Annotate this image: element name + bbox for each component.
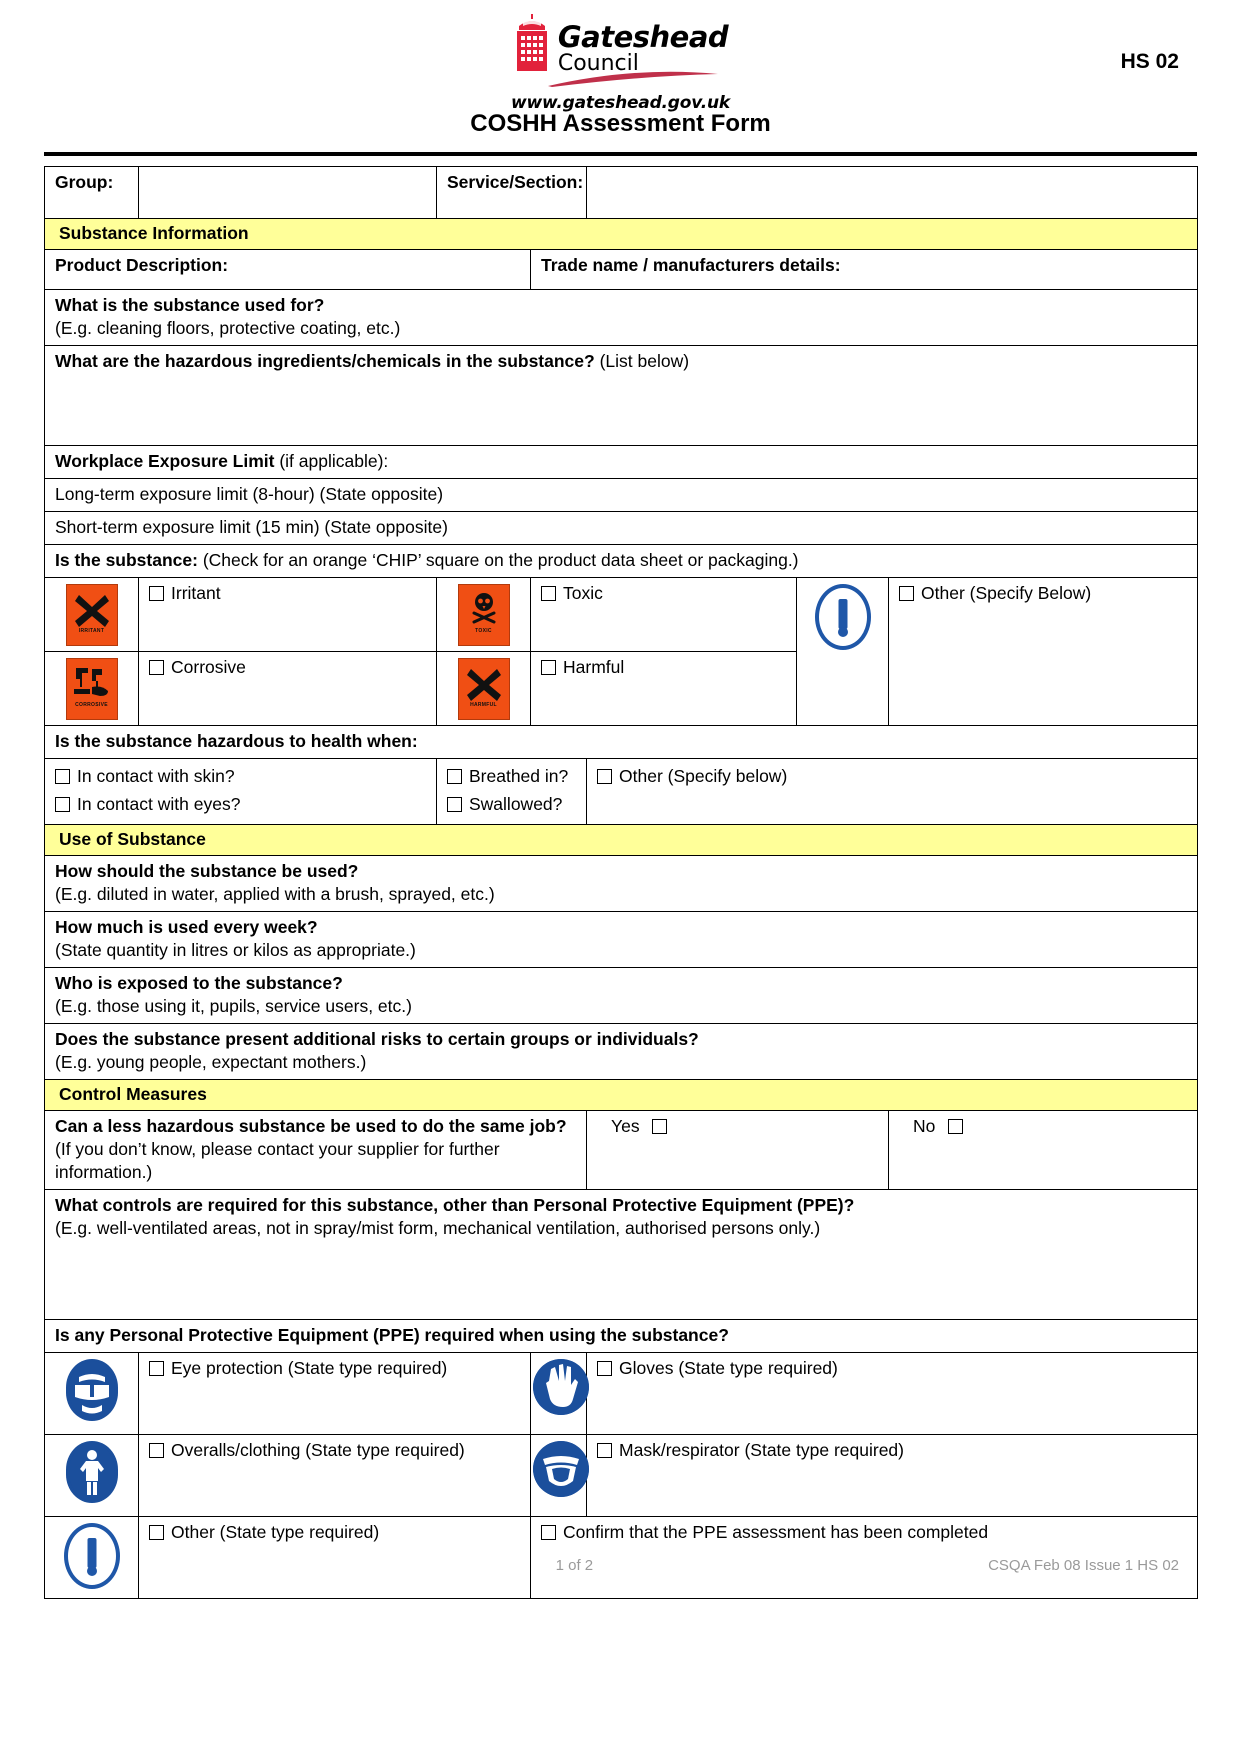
irritant-label: Irritant bbox=[171, 583, 221, 603]
harmful-label: Harmful bbox=[563, 657, 625, 677]
section-control-measures bbox=[45, 1080, 1198, 1111]
workplace-exposure-limit-label: Workplace Exposure Limit bbox=[55, 451, 275, 471]
workplace-exposure-limit-cell bbox=[45, 446, 1198, 479]
how-much-cell[interactable] bbox=[45, 912, 1198, 968]
group-service-row bbox=[45, 167, 1198, 219]
how-used-row bbox=[45, 856, 1198, 912]
document-code: HS 02 bbox=[1120, 50, 1179, 73]
chip-row-irritant-toxic-other bbox=[45, 578, 1198, 652]
who-exposed-example: (E.g. those using it, pupils, service users, etc.) bbox=[55, 996, 412, 1016]
who-exposed-row bbox=[45, 968, 1198, 1024]
footer-page-number: 1 of 2 bbox=[555, 1557, 594, 1574]
route-breathed-checkbox[interactable] bbox=[447, 769, 462, 784]
ppe-other-checkbox[interactable] bbox=[149, 1525, 164, 1540]
controls-required-question: What controls are required for this substance, other than Personal Protective Equipment (PPE)? bbox=[55, 1195, 855, 1215]
other-hazard-icon-cell bbox=[797, 578, 889, 726]
irritant-option-cell[interactable] bbox=[139, 578, 437, 652]
substance-used-for-row bbox=[45, 290, 1198, 346]
less-hazardous-cell bbox=[45, 1111, 587, 1190]
route-skin-label: In contact with skin? bbox=[77, 766, 235, 786]
toxic-chip-icon-cell bbox=[437, 578, 531, 652]
harmful-chip-icon bbox=[458, 658, 510, 720]
how-much-row bbox=[45, 912, 1198, 968]
council-building-icon bbox=[513, 14, 551, 76]
route-swallowed-label: Swallowed? bbox=[469, 794, 563, 814]
ppe-mask-cell[interactable] bbox=[587, 1435, 1198, 1517]
additional-risks-cell[interactable] bbox=[45, 1024, 1198, 1080]
long-term-exposure-label[interactable]: Long-term exposure limit (8-hour) (State opposite) bbox=[45, 479, 1198, 512]
irritant-chip-caption: IRRITANT bbox=[78, 628, 105, 634]
page-header bbox=[44, 0, 1197, 152]
ppe-confirm-label: Confirm that the PPE assessment has been completed bbox=[563, 1522, 989, 1542]
short-term-exposure-row bbox=[45, 512, 1198, 545]
route-breathed[interactable] bbox=[447, 763, 580, 789]
safety-goggles-icon bbox=[66, 1359, 118, 1421]
corrosive-checkbox[interactable] bbox=[149, 660, 164, 675]
exclamation-icon bbox=[815, 584, 871, 650]
ppe-confirm-checkbox[interactable] bbox=[541, 1525, 556, 1540]
coshh-form-table bbox=[44, 166, 1198, 1599]
ppe-row-overalls-mask bbox=[45, 1435, 1198, 1517]
route-skin[interactable] bbox=[55, 763, 430, 789]
harmful-chip-caption: HARMFUL bbox=[470, 702, 497, 708]
harmful-chip-icon-cell bbox=[437, 652, 531, 726]
route-other-checkbox[interactable] bbox=[597, 769, 612, 784]
section-heading-substance-information: Substance Information bbox=[45, 219, 1198, 250]
less-hazardous-question: Can a less hazardous substance be used to do the same job? bbox=[55, 1116, 567, 1136]
safety-gloves-icon bbox=[533, 1359, 589, 1415]
hazardous-when-row bbox=[45, 726, 1198, 759]
hazardous-ingredients-question: What are the hazardous ingredients/chemicals in the substance? bbox=[55, 351, 595, 371]
protective-clothing-icon-cell bbox=[45, 1435, 139, 1517]
group-label: Group: bbox=[45, 167, 139, 219]
route-swallowed[interactable] bbox=[447, 791, 580, 817]
how-much-question: How much is used every week? bbox=[55, 917, 318, 937]
group-input[interactable] bbox=[139, 167, 437, 219]
route-other[interactable] bbox=[597, 763, 1191, 789]
route-other-label: Other (Specify below) bbox=[619, 766, 788, 786]
respirator-mask-icon-cell bbox=[531, 1435, 587, 1517]
ppe-overalls-checkbox[interactable] bbox=[149, 1443, 164, 1458]
exposure-routes-row bbox=[45, 759, 1198, 825]
ppe-row-eye-gloves bbox=[45, 1353, 1198, 1435]
corrosive-chip-icon-cell bbox=[45, 652, 139, 726]
harmful-checkbox[interactable] bbox=[541, 660, 556, 675]
section-heading-use-of-substance: Use of Substance bbox=[45, 825, 1198, 856]
workplace-exposure-limit-row bbox=[45, 446, 1198, 479]
workplace-exposure-limit-hint: (if applicable): bbox=[279, 451, 389, 471]
toxic-option-cell[interactable] bbox=[531, 578, 797, 652]
service-section-input[interactable] bbox=[587, 167, 1198, 219]
ppe-required-label: Is any Personal Protective Equipment (PPE) required when using the substance? bbox=[45, 1320, 1198, 1353]
ppe-overalls-cell[interactable] bbox=[139, 1435, 531, 1517]
corrosive-option-cell[interactable] bbox=[139, 652, 437, 726]
ppe-other-label: Other (State type required) bbox=[171, 1522, 380, 1542]
less-hazardous-example: (If you don’t know, please contact your supplier for further information.) bbox=[55, 1139, 500, 1182]
additional-risks-row bbox=[45, 1024, 1198, 1080]
short-term-exposure-label[interactable]: Short-term exposure limit (15 min) (State opposite) bbox=[45, 512, 1198, 545]
is-the-substance-cell bbox=[45, 545, 1198, 578]
other-hazard-label: Other (Specify Below) bbox=[921, 583, 1092, 603]
ppe-eye-protection-checkbox[interactable] bbox=[149, 1361, 164, 1376]
logo-url: www.gateshead.gov.uk bbox=[510, 93, 731, 113]
irritant-checkbox[interactable] bbox=[149, 586, 164, 601]
ppe-eye-protection-label: Eye protection (State type required) bbox=[171, 1358, 448, 1378]
toxic-chip-caption: TOXIC bbox=[475, 628, 492, 634]
substance-used-for-example: (E.g. cleaning floors, protective coating, etc.) bbox=[55, 318, 401, 338]
who-exposed-cell[interactable] bbox=[45, 968, 1198, 1024]
is-the-substance-row bbox=[45, 545, 1198, 578]
less-hazardous-no-checkbox[interactable] bbox=[948, 1119, 963, 1134]
ppe-gloves-label: Gloves (State type required) bbox=[619, 1358, 838, 1378]
exposure-routes-other-cell bbox=[587, 759, 1198, 825]
how-much-example: (State quantity in litres or kilos as appropriate.) bbox=[55, 940, 416, 960]
footer-reference: CSQA Feb 08 Issue 1 HS 02 bbox=[988, 1557, 1179, 1574]
ppe-required-row bbox=[45, 1320, 1198, 1353]
harmful-option-cell[interactable] bbox=[531, 652, 797, 726]
section-heading-control-measures: Control Measures bbox=[45, 1080, 1198, 1111]
route-breathed-label: Breathed in? bbox=[469, 766, 569, 786]
safety-goggles-icon-cell bbox=[45, 1353, 139, 1435]
ppe-eye-protection-cell[interactable] bbox=[139, 1353, 531, 1435]
route-eyes[interactable] bbox=[55, 791, 430, 817]
corrosive-chip-icon bbox=[66, 658, 118, 720]
ppe-mask-checkbox[interactable] bbox=[597, 1443, 612, 1458]
route-skin-checkbox[interactable] bbox=[55, 769, 70, 784]
gateshead-council-logo bbox=[486, 14, 756, 113]
additional-risks-question: Does the substance present additional risks to certain groups or individuals? bbox=[55, 1029, 699, 1049]
how-used-question: How should the substance be used? bbox=[55, 861, 359, 881]
ppe-gloves-checkbox[interactable] bbox=[597, 1361, 612, 1376]
less-hazardous-yes-checkbox[interactable] bbox=[652, 1119, 667, 1134]
toxic-chip-icon bbox=[458, 584, 510, 646]
irritant-chip-icon-cell bbox=[45, 578, 139, 652]
how-used-cell[interactable] bbox=[45, 856, 1198, 912]
page-title: COSHH Assessment Form bbox=[470, 110, 771, 137]
less-hazardous-yes-label: Yes bbox=[611, 1116, 640, 1136]
hazardous-ingredients-hint: (List below) bbox=[599, 351, 690, 371]
substance-used-for-question: What is the substance used for? bbox=[55, 295, 325, 315]
additional-risks-example: (E.g. young people, expectant mothers.) bbox=[55, 1052, 367, 1072]
controls-required-example: (E.g. well-ventilated areas, not in spray/mist form, mechanical ventilation, authorised persons only.) bbox=[55, 1218, 821, 1238]
is-the-substance-label: Is the substance: bbox=[55, 550, 198, 570]
product-description-label[interactable]: Product Description: bbox=[45, 250, 531, 290]
header-divider bbox=[44, 152, 1197, 156]
is-the-substance-hint: (Check for an orange ‘CHIP’ square on the product data sheet or packaging.) bbox=[202, 550, 799, 570]
corrosive-chip-caption: CORROSIVE bbox=[75, 702, 108, 708]
route-eyes-label: In contact with eyes? bbox=[77, 794, 241, 814]
exposure-routes-contact-cell bbox=[45, 759, 437, 825]
corrosive-label: Corrosive bbox=[171, 657, 246, 677]
controls-required-row bbox=[45, 1190, 1198, 1320]
route-swallowed-checkbox[interactable] bbox=[447, 797, 462, 812]
ppe-mask-label: Mask/respirator (State type required) bbox=[619, 1440, 904, 1460]
less-hazardous-no-label: No bbox=[913, 1116, 936, 1136]
safety-gloves-icon-cell bbox=[531, 1353, 587, 1435]
page-footer bbox=[44, 1557, 1197, 1581]
other-hazard-option-cell[interactable] bbox=[889, 578, 1198, 726]
less-hazardous-row bbox=[45, 1111, 1198, 1190]
service-section-label: Service/Section: bbox=[437, 167, 587, 219]
product-description-row bbox=[45, 250, 1198, 290]
ppe-gloves-cell[interactable] bbox=[587, 1353, 1198, 1435]
section-use-of-substance bbox=[45, 825, 1198, 856]
exposure-routes-inhale-cell bbox=[437, 759, 587, 825]
toxic-checkbox[interactable] bbox=[541, 586, 556, 601]
irritant-chip-icon bbox=[66, 584, 118, 646]
route-eyes-checkbox[interactable] bbox=[55, 797, 70, 812]
other-hazard-checkbox[interactable] bbox=[899, 586, 914, 601]
less-hazardous-no-cell[interactable] bbox=[889, 1111, 1198, 1190]
protective-clothing-icon bbox=[66, 1441, 118, 1503]
ppe-overalls-label: Overalls/clothing (State type required) bbox=[171, 1440, 465, 1460]
hazardous-ingredients-row bbox=[45, 346, 1198, 446]
toxic-label: Toxic bbox=[563, 583, 603, 603]
trade-name-label[interactable]: Trade name / manufacturers details: bbox=[531, 250, 1198, 290]
who-exposed-question: Who is exposed to the substance? bbox=[55, 973, 343, 993]
section-substance-information bbox=[45, 219, 1198, 250]
hazardous-when-label: Is the substance hazardous to health when: bbox=[45, 726, 1198, 759]
substance-used-for-cell[interactable] bbox=[45, 290, 1198, 346]
long-term-exposure-row bbox=[45, 479, 1198, 512]
respirator-mask-icon bbox=[533, 1441, 589, 1497]
logo-subtitle: Council bbox=[557, 51, 639, 76]
less-hazardous-yes-cell[interactable] bbox=[587, 1111, 889, 1190]
hazardous-ingredients-cell[interactable] bbox=[45, 346, 1198, 446]
controls-required-cell[interactable] bbox=[45, 1190, 1198, 1320]
logo-name: Gateshead bbox=[557, 20, 729, 54]
how-used-example: (E.g. diluted in water, applied with a brush, sprayed, etc.) bbox=[55, 884, 495, 904]
